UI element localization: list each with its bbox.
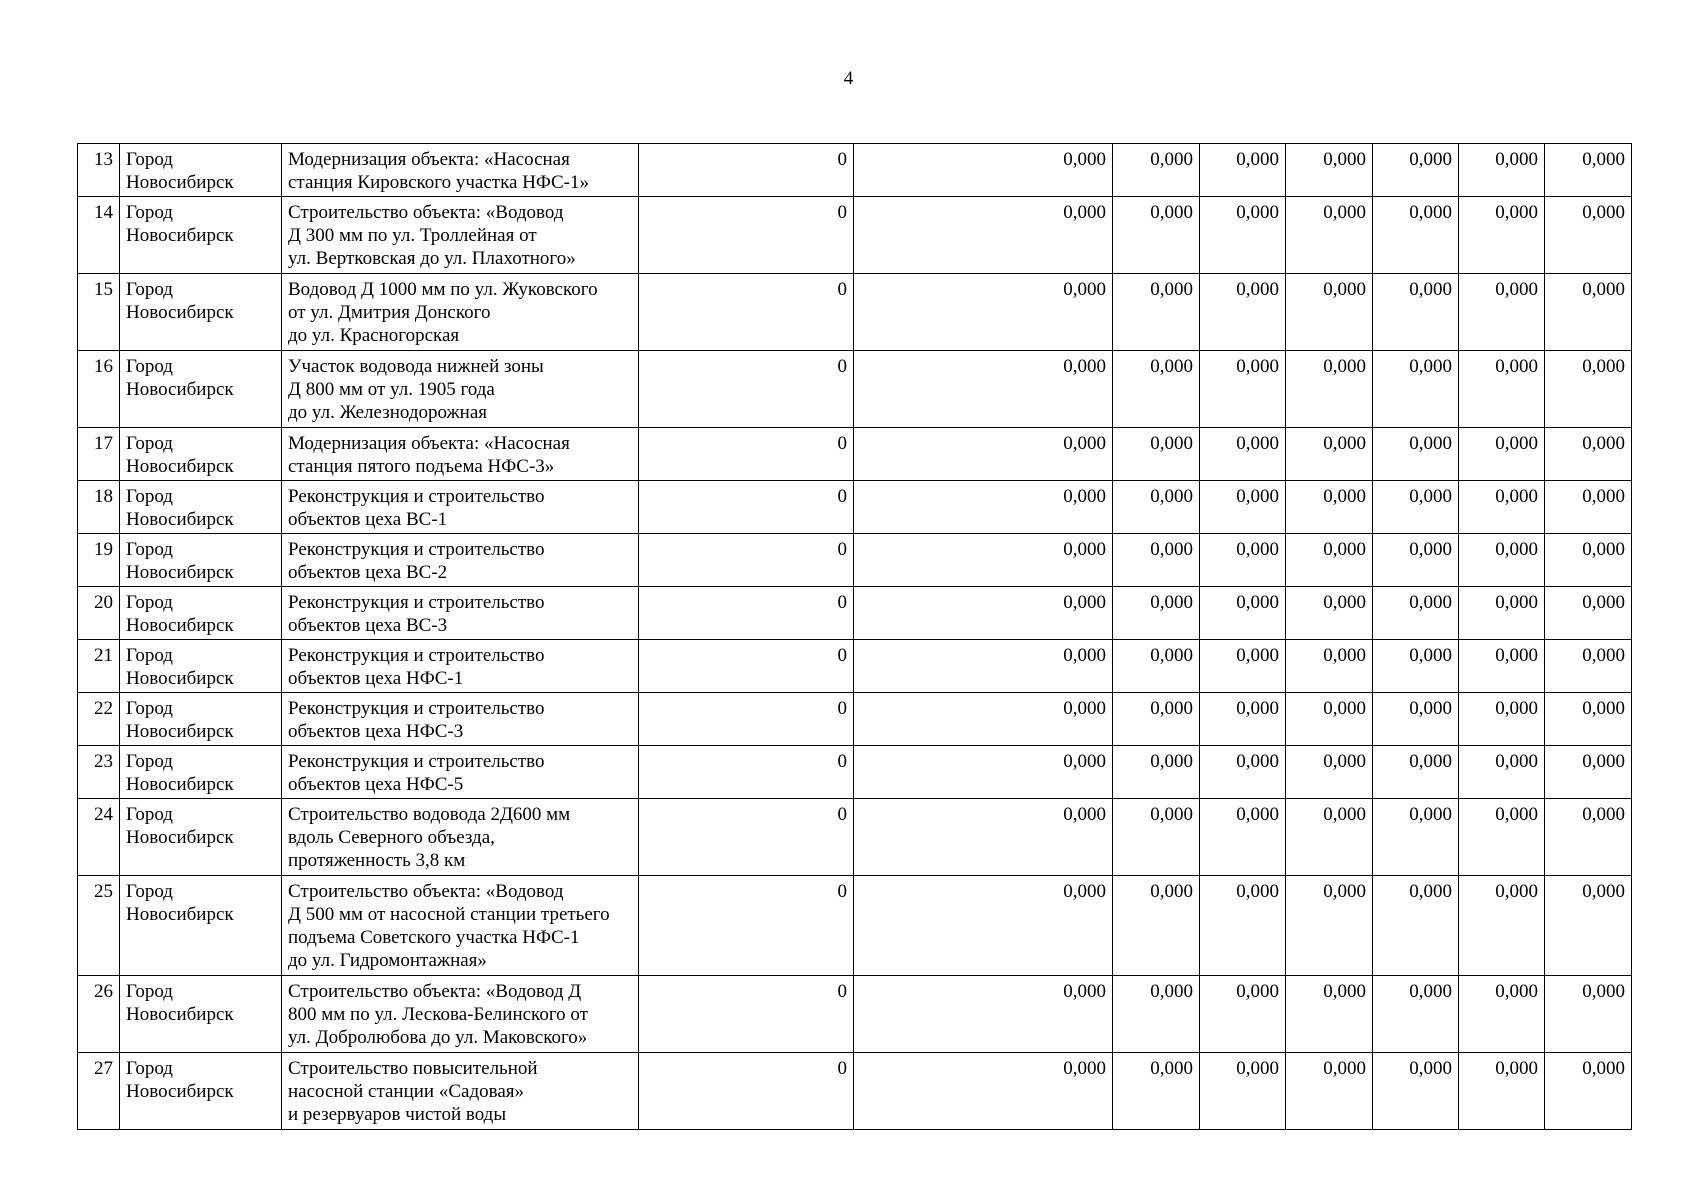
row-number-cell: 17 <box>78 428 120 481</box>
amount-cell: 0,000 <box>854 144 1113 197</box>
amount-cell: 0,000 <box>1113 481 1200 534</box>
amount-cell: 0,000 <box>1373 876 1459 976</box>
amount-cell: 0,000 <box>1113 144 1200 197</box>
amount-cell: 0,000 <box>1545 274 1632 351</box>
object-name-cell: Строительство объекта: «Водовод Д 800 мм по ул. Лескова-Белинского от ул. Добролюбова до ул. Маковского» <box>282 976 639 1053</box>
value-cell: 0 <box>639 428 854 481</box>
amount-cell: 0,000 <box>854 1053 1113 1130</box>
amount-cell: 0,000 <box>1545 1053 1632 1130</box>
amount-cell: 0,000 <box>1113 976 1200 1053</box>
row-number-cell: 19 <box>78 534 120 587</box>
value-cell: 0 <box>639 144 854 197</box>
row-number-cell: 16 <box>78 351 120 428</box>
row-number-cell: 25 <box>78 876 120 976</box>
table-row <box>78 1053 1632 1130</box>
amount-cell: 0,000 <box>1545 351 1632 428</box>
amount-cell: 0,000 <box>1459 351 1545 428</box>
table-row <box>78 197 1632 274</box>
location-cell: Город Новосибирск <box>120 693 282 746</box>
value-cell: 0 <box>639 693 854 746</box>
amount-cell: 0,000 <box>1200 640 1286 693</box>
amount-cell: 0,000 <box>854 746 1113 799</box>
amount-cell: 0,000 <box>1373 1053 1459 1130</box>
amount-cell: 0,000 <box>1459 534 1545 587</box>
amount-cell: 0,000 <box>854 876 1113 976</box>
table-row <box>78 876 1632 976</box>
investment-table <box>77 143 1632 1130</box>
amount-cell: 0,000 <box>1373 144 1459 197</box>
amount-cell: 0,000 <box>1545 428 1632 481</box>
object-name-cell: Участок водовода нижней зоны Д 800 мм от ул. 1905 года до ул. Железнодорожная <box>282 351 639 428</box>
amount-cell: 0,000 <box>1286 587 1373 640</box>
amount-cell: 0,000 <box>1459 428 1545 481</box>
amount-cell: 0,000 <box>1113 587 1200 640</box>
page-number: 4 <box>843 68 854 89</box>
amount-cell: 0,000 <box>1373 799 1459 876</box>
amount-cell: 0,000 <box>1373 351 1459 428</box>
location-cell: Город Новосибирск <box>120 351 282 428</box>
object-name-cell: Реконструкция и строительство объектов цеха ВС-2 <box>282 534 639 587</box>
amount-cell: 0,000 <box>1113 799 1200 876</box>
value-cell: 0 <box>639 587 854 640</box>
row-number-cell: 27 <box>78 1053 120 1130</box>
amount-cell: 0,000 <box>1545 693 1632 746</box>
amount-cell: 0,000 <box>1459 693 1545 746</box>
amount-cell: 0,000 <box>1286 640 1373 693</box>
row-number-cell: 26 <box>78 976 120 1053</box>
table-row <box>78 481 1632 534</box>
amount-cell: 0,000 <box>854 481 1113 534</box>
value-cell: 0 <box>639 351 854 428</box>
value-cell: 0 <box>639 481 854 534</box>
amount-cell: 0,000 <box>1545 746 1632 799</box>
location-cell: Город Новосибирск <box>120 640 282 693</box>
object-name-cell: Реконструкция и строительство объектов цеха НФС-3 <box>282 693 639 746</box>
location-cell: Город Новосибирск <box>120 976 282 1053</box>
amount-cell: 0,000 <box>1459 640 1545 693</box>
value-cell: 0 <box>639 799 854 876</box>
amount-cell: 0,000 <box>1113 746 1200 799</box>
amount-cell: 0,000 <box>1200 197 1286 274</box>
value-cell: 0 <box>639 274 854 351</box>
amount-cell: 0,000 <box>1113 693 1200 746</box>
amount-cell: 0,000 <box>1286 876 1373 976</box>
amount-cell: 0,000 <box>1200 144 1286 197</box>
row-number-cell: 14 <box>78 197 120 274</box>
value-cell: 0 <box>639 1053 854 1130</box>
value-cell: 0 <box>639 534 854 587</box>
amount-cell: 0,000 <box>1459 799 1545 876</box>
amount-cell: 0,000 <box>1200 587 1286 640</box>
object-name-cell: Строительство водовода 2Д600 мм вдоль Северного объезда, протяженность 3,8 км <box>282 799 639 876</box>
amount-cell: 0,000 <box>1373 746 1459 799</box>
amount-cell: 0,000 <box>1200 481 1286 534</box>
amount-cell: 0,000 <box>1373 693 1459 746</box>
amount-cell: 0,000 <box>1113 534 1200 587</box>
amount-cell: 0,000 <box>854 693 1113 746</box>
location-cell: Город Новосибирск <box>120 799 282 876</box>
row-number-cell: 18 <box>78 481 120 534</box>
amount-cell: 0,000 <box>1545 534 1632 587</box>
amount-cell: 0,000 <box>1113 640 1200 693</box>
amount-cell: 0,000 <box>854 351 1113 428</box>
table-row <box>78 587 1632 640</box>
amount-cell: 0,000 <box>1459 144 1545 197</box>
value-cell: 0 <box>639 976 854 1053</box>
amount-cell: 0,000 <box>1459 876 1545 976</box>
table-row <box>78 351 1632 428</box>
amount-cell: 0,000 <box>1113 1053 1200 1130</box>
amount-cell: 0,000 <box>1459 481 1545 534</box>
amount-cell: 0,000 <box>1286 534 1373 587</box>
amount-cell: 0,000 <box>1459 197 1545 274</box>
amount-cell: 0,000 <box>1545 640 1632 693</box>
amount-cell: 0,000 <box>1113 428 1200 481</box>
value-cell: 0 <box>639 746 854 799</box>
table-row <box>78 640 1632 693</box>
row-number-cell: 21 <box>78 640 120 693</box>
amount-cell: 0,000 <box>854 799 1113 876</box>
amount-cell: 0,000 <box>1200 428 1286 481</box>
amount-cell: 0,000 <box>1373 428 1459 481</box>
row-number-cell: 22 <box>78 693 120 746</box>
amount-cell: 0,000 <box>1286 746 1373 799</box>
amount-cell: 0,000 <box>1113 274 1200 351</box>
value-cell: 0 <box>639 197 854 274</box>
object-name-cell: Строительство повысительной насосной станции «Садовая» и резервуаров чистой воды <box>282 1053 639 1130</box>
object-name-cell: Строительство объекта: «Водовод Д 500 мм от насосной станции третьего подъема Советского участка НФС-1 до ул. Гидромонтажная» <box>282 876 639 976</box>
location-cell: Город Новосибирск <box>120 746 282 799</box>
amount-cell: 0,000 <box>1459 587 1545 640</box>
table-body <box>78 144 1632 1130</box>
row-number-cell: 13 <box>78 144 120 197</box>
amount-cell: 0,000 <box>1373 640 1459 693</box>
amount-cell: 0,000 <box>1200 876 1286 976</box>
amount-cell: 0,000 <box>1545 799 1632 876</box>
location-cell: Город Новосибирск <box>120 1053 282 1130</box>
table-row <box>78 274 1632 351</box>
location-cell: Город Новосибирск <box>120 587 282 640</box>
amount-cell: 0,000 <box>1200 274 1286 351</box>
amount-cell: 0,000 <box>1286 693 1373 746</box>
object-name-cell: Реконструкция и строительство объектов цеха ВС-1 <box>282 481 639 534</box>
amount-cell: 0,000 <box>854 428 1113 481</box>
amount-cell: 0,000 <box>1373 274 1459 351</box>
amount-cell: 0,000 <box>1113 876 1200 976</box>
amount-cell: 0,000 <box>1459 1053 1545 1130</box>
amount-cell: 0,000 <box>1545 144 1632 197</box>
amount-cell: 0,000 <box>1286 197 1373 274</box>
amount-cell: 0,000 <box>1113 351 1200 428</box>
amount-cell: 0,000 <box>1459 274 1545 351</box>
object-name-cell: Модернизация объекта: «Насосная станция Кировского участка НФС-1» <box>282 144 639 197</box>
amount-cell: 0,000 <box>1286 976 1373 1053</box>
amount-cell: 0,000 <box>1373 976 1459 1053</box>
amount-cell: 0,000 <box>1200 534 1286 587</box>
amount-cell: 0,000 <box>1286 274 1373 351</box>
amount-cell: 0,000 <box>1545 197 1632 274</box>
amount-cell: 0,000 <box>854 587 1113 640</box>
amount-cell: 0,000 <box>854 640 1113 693</box>
amount-cell: 0,000 <box>1113 197 1200 274</box>
table-row <box>78 693 1632 746</box>
amount-cell: 0,000 <box>1373 481 1459 534</box>
amount-cell: 0,000 <box>854 976 1113 1053</box>
amount-cell: 0,000 <box>1200 799 1286 876</box>
amount-cell: 0,000 <box>1286 351 1373 428</box>
object-name-cell: Водовод Д 1000 мм по ул. Жуковского от ул. Дмитрия Донского до ул. Красногорская <box>282 274 639 351</box>
amount-cell: 0,000 <box>1200 1053 1286 1130</box>
location-cell: Город Новосибирск <box>120 144 282 197</box>
location-cell: Город Новосибирск <box>120 481 282 534</box>
table-row <box>78 534 1632 587</box>
object-name-cell: Реконструкция и строительство объектов цеха НФС-5 <box>282 746 639 799</box>
amount-cell: 0,000 <box>1286 1053 1373 1130</box>
location-cell: Город Новосибирск <box>120 428 282 481</box>
amount-cell: 0,000 <box>1373 197 1459 274</box>
table-row <box>78 746 1632 799</box>
row-number-cell: 24 <box>78 799 120 876</box>
location-cell: Город Новосибирск <box>120 274 282 351</box>
row-number-cell: 15 <box>78 274 120 351</box>
amount-cell: 0,000 <box>1200 693 1286 746</box>
object-name-cell: Реконструкция и строительство объектов цеха НФС-1 <box>282 640 639 693</box>
amount-cell: 0,000 <box>1200 351 1286 428</box>
amount-cell: 0,000 <box>1200 976 1286 1053</box>
amount-cell: 0,000 <box>854 197 1113 274</box>
amount-cell: 0,000 <box>1545 976 1632 1053</box>
location-cell: Город Новосибирск <box>120 197 282 274</box>
object-name-cell: Строительство объекта: «Водовод Д 300 мм по ул. Троллейная от ул. Вертковская до ул. Плахотного» <box>282 197 639 274</box>
amount-cell: 0,000 <box>1545 876 1632 976</box>
table-row <box>78 976 1632 1053</box>
amount-cell: 0,000 <box>854 274 1113 351</box>
amount-cell: 0,000 <box>1459 746 1545 799</box>
table-row <box>78 799 1632 876</box>
value-cell: 0 <box>639 876 854 976</box>
row-number-cell: 20 <box>78 587 120 640</box>
row-number-cell: 23 <box>78 746 120 799</box>
amount-cell: 0,000 <box>1459 976 1545 1053</box>
object-name-cell: Модернизация объекта: «Насосная станция пятого подъема НФС-3» <box>282 428 639 481</box>
amount-cell: 0,000 <box>1545 587 1632 640</box>
amount-cell: 0,000 <box>1200 746 1286 799</box>
location-cell: Город Новосибирск <box>120 876 282 976</box>
location-cell: Город Новосибирск <box>120 534 282 587</box>
amount-cell: 0,000 <box>1286 144 1373 197</box>
amount-cell: 0,000 <box>854 534 1113 587</box>
amount-cell: 0,000 <box>1373 534 1459 587</box>
amount-cell: 0,000 <box>1286 481 1373 534</box>
table-row <box>78 428 1632 481</box>
object-name-cell: Реконструкция и строительство объектов цеха ВС-3 <box>282 587 639 640</box>
amount-cell: 0,000 <box>1545 481 1632 534</box>
amount-cell: 0,000 <box>1286 799 1373 876</box>
amount-cell: 0,000 <box>1373 587 1459 640</box>
table-row <box>78 144 1632 197</box>
value-cell: 0 <box>639 640 854 693</box>
amount-cell: 0,000 <box>1286 428 1373 481</box>
